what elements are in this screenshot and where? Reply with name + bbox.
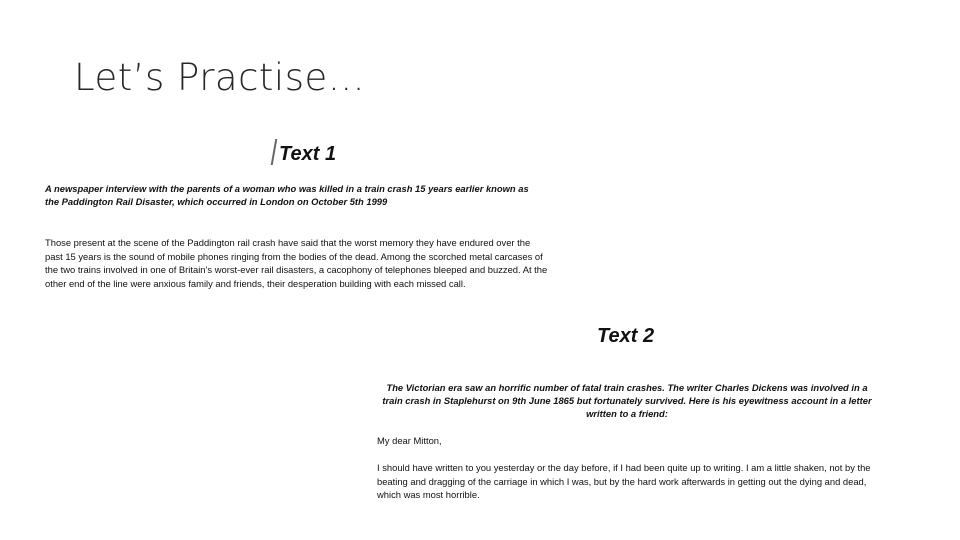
slide-title: Let’s Practise… <box>74 56 366 99</box>
text2-body: I should have written to you yesterday or the day before, if I had been quite up to writing. I am a little shaken, not by the beating and dragging of the carriage in which I was, but by the hard work afterwards in getting out the dying and dead, which was most horrible. <box>377 462 871 501</box>
text1-heading: Text 1 <box>279 143 337 165</box>
text-cursor-mark <box>271 139 278 165</box>
text2-heading: Text 2 <box>597 325 655 347</box>
text2-salutation: My dear Mitton, <box>377 435 442 446</box>
text1-intro: A newspaper interview with the parents of a woman who was killed in a train crash 15 years earlier known as the Paddington Rail Disaster, which occurred in London on October 5th 1999 <box>45 183 529 207</box>
text1-body: Those present at the scene of the Paddington rail crash have said that the worst memory they have endured over the past 15 years is the sound of mobile phones ringing from the bodies of the dead. Among the scorched metal carcases of the two trains involved in one of Britain’s worst-ever rail disasters, a cacophony of telephones bleeped and buzzed. At the other end of the line were anxious family and friends, their desperation building with each missed call. <box>45 237 548 290</box>
text2-intro: The Victorian era saw an horrific number of fatal train crashes. The writer Charles Dickens was involved in a train crash in Staplehurst on 9th June 1865 but fortunately survived. Here is his eyewitness account in a letter written to a friend: <box>382 382 872 419</box>
